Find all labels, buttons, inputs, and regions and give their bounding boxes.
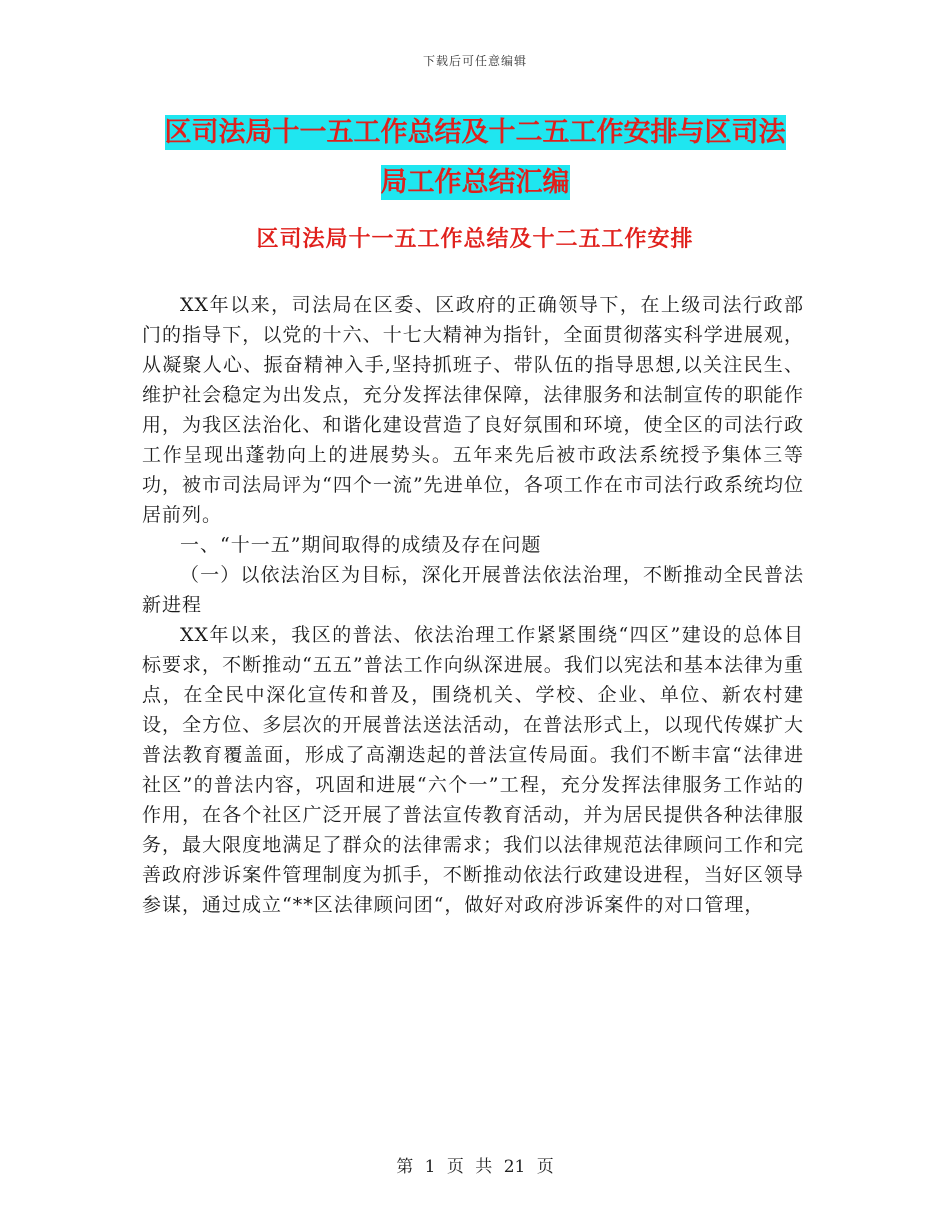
section-title: 区司法局十一五工作总结及十二五工作安排 [256, 227, 694, 252]
page-header-note: 下载后可任意编辑 [422, 54, 527, 68]
document-title-line-1: 区司法局十一五工作总结及十二五工作安排与区司法 [164, 117, 786, 148]
body-subheading-1: （一）以依法治区为目标，深化开展普法依法治理，不断推动全民普法新进程 [142, 564, 804, 616]
body-heading-1: 一、“十一五”期间取得的成绩及存在问题 [180, 534, 542, 556]
body-paragraph-2: XX年以来，我区的普法、依法治理工作紧紧围绕“四区”建设的总体目标要求，不断推动“五五”普法工作向纵深进展。我们以宪法和基本法律为重点，在全民中深化宣传和普及，围绕机关、学校、企业、单位、新农村建设，全方位、多层次的开展普法送法活动，在普法形式上，以现代传媒扩大普法教育覆盖面，形成了高潮迭起的普法宣传局面。我们不断丰富“法律进社区”的普法内容，巩固和进展“六个一”工程，充分发挥法律服务工作站的作用，在各个社区广泛开展了普法宣传教育活动，并为居民提供各种法律服务，最大限度地满足了群众的法律需求；我们以法律规范法律顾问工作和完善政府涉诉案件管理制度为抓手，不断推动依法行政建设进程，当好区领导参谋，通过成立“**区法律顾问团“，做好对政府涉诉案件的对口管理， [142, 624, 804, 916]
body-paragraph-intro: XX年以来，司法局在区委、区政府的正确领导下，在上级司法行政部门的指导下，以党的十六、十七大精神为指针，全面贯彻落实科学进展观，从凝聚人心、振奋精神入手,坚持抓班子、带队伍的指导思想,以关注民生、维护社会稳定为出发点，充分发挥法律保障，法律服务和法制宣传的职能作用，为我区法治化、和谐化建设营造了良好氛围和环境，使全区的司法行政工作呈现出蓬勃向上的进展势头。五年来先后被市政法系统授予集体三等功，被市司法局评为“四个一流”先进单位，各项工作在市司法行政系统均位居前列。 [142, 294, 804, 526]
document-body [142, 290, 804, 920]
document-title [150, 108, 800, 208]
page-number-footer: 第 1 页 共 21 页 [396, 1157, 554, 1177]
document-title-line-2: 局工作总结汇编 [380, 167, 570, 198]
